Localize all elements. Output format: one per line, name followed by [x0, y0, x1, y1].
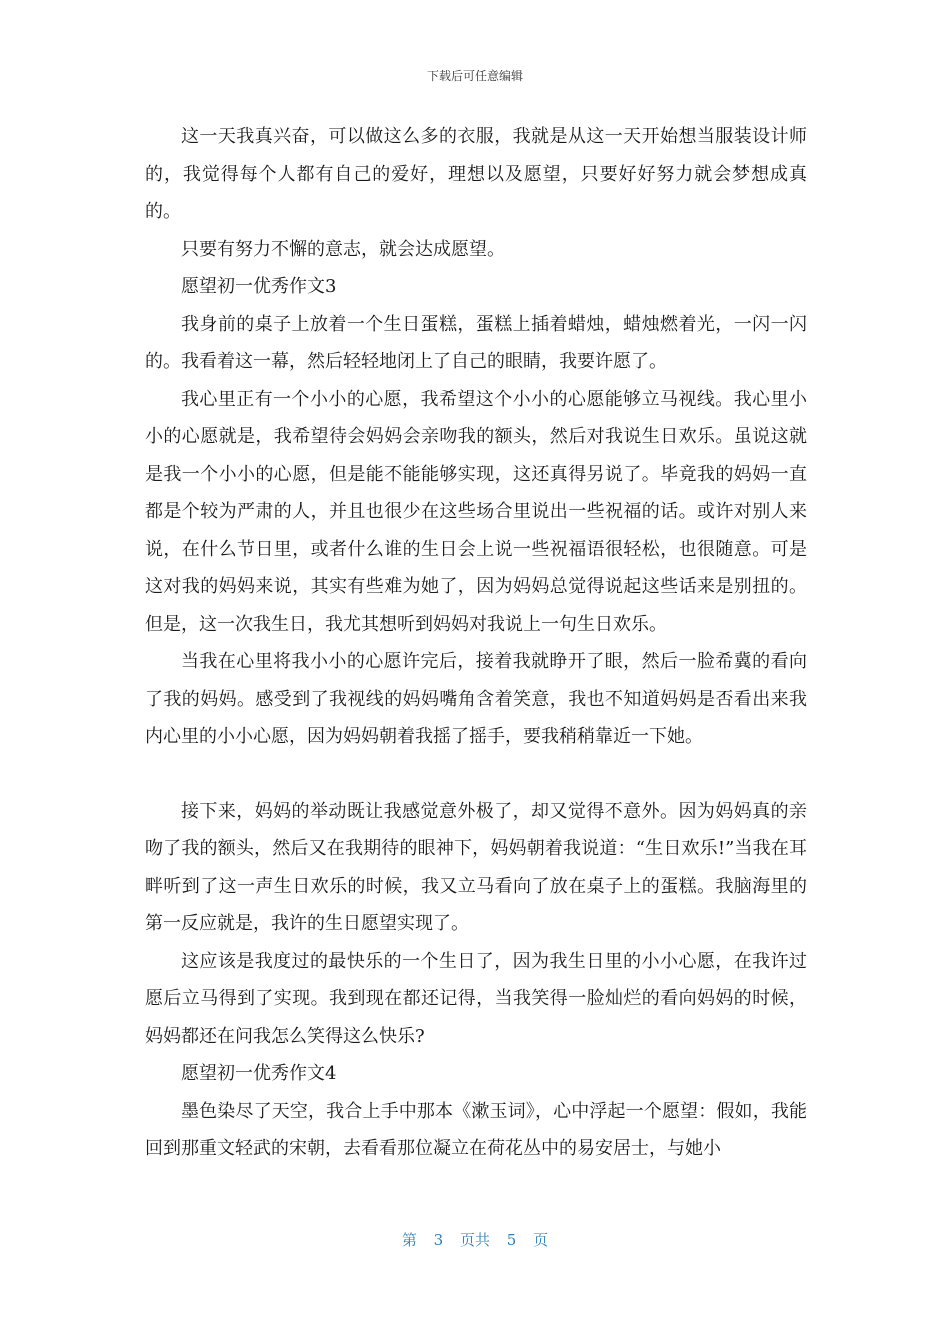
- paragraph: 我身前的桌子上放着一个生日蛋糕，蛋糕上插着蜡烛，蜡烛燃着光，一闪一闪的。我看着这一幕，然后轻轻地闭上了自己的眼睛，我要许愿了。: [145, 313, 807, 372]
- paragraph: 这一天我真兴奋，可以做这么多的衣服，我就是从这一天开始想当服装设计师的，我觉得每个人都有自己的爱好，理想以及愿望，只要好好努力就会梦想成真的。: [145, 126, 807, 222]
- paragraph: 接下来，妈妈的举动既让我感觉意外极了，却又觉得不意外。因为妈妈真的亲吻了我的额头，然后又在我期待的眼神下，妈妈朝着我说道：“生日欢乐!”当我在耳畔听到了这一声生日欢乐的时候，我又立马看向了放在桌子上的蛋糕。我脑海里的第一反应就是，我许的生日愿望实现了。: [145, 800, 807, 934]
- page-footer: 第 3 页共 5 页: [401, 1231, 549, 1249]
- paragraph: 只要有努力不懈的意志，就会达成愿望。: [181, 238, 505, 260]
- page-header: 下载后可任意编辑: [426, 69, 523, 83]
- paragraph: 这应该是我度过的最快乐的一个生日了，因为我生日里的小小心愿，在我许过愿后立马得到了实现。我到现在都还记得，当我笑得一脸灿烂的看向妈妈的时候，妈妈都还在问我怎么笑得这么快乐?: [145, 950, 807, 1047]
- document-body: [145, 118, 807, 1168]
- section-heading: 愿望初一优秀作文3: [181, 276, 337, 297]
- paragraph: 墨色染尽了天空，我合上手中那本《漱玉词》，心中浮起一个愿望：假如，我能回到那重文轻武的宋朝，去看看那位凝立在荷花丛中的易安居士，与她小: [145, 1100, 807, 1159]
- paragraph: 我心里正有一个小小的心愿，我希望这个小小的心愿能够立马视线。我心里小小的心愿就是，我希望待会妈妈会亲吻我的额头，然后对我说生日欢乐。虽说这就是我一个小小的心愿，但是能不能能够实现，这还真得另说了。毕竟我的妈妈一直都是个较为严肃的人，并且也很少在这些场合里说出一些祝福的话。或许对别人来说，在什么节日里，或者什么谁的生日会上说一些祝福语很轻松，也很随意。可是这对我的妈妈来说，其实有些难为她了，因为妈妈总觉得说起这些话来是别扭的。但是，这一次我生日，我尤其想听到妈妈对我说上一句生日欢乐。: [145, 388, 807, 635]
- paragraph: 当我在心里将我小小的心愿许完后，接着我就睁开了眼，然后一脸希冀的看向了我的妈妈。感受到了我视线的妈妈嘴角含着笑意，我也不知道妈妈是否看出来我内心里的小小心愿，因为妈妈朝着我摇了摇手，要我稍稍靠近一下她。: [145, 651, 807, 747]
- section-heading: 愿望初一优秀作文4: [181, 1063, 337, 1084]
